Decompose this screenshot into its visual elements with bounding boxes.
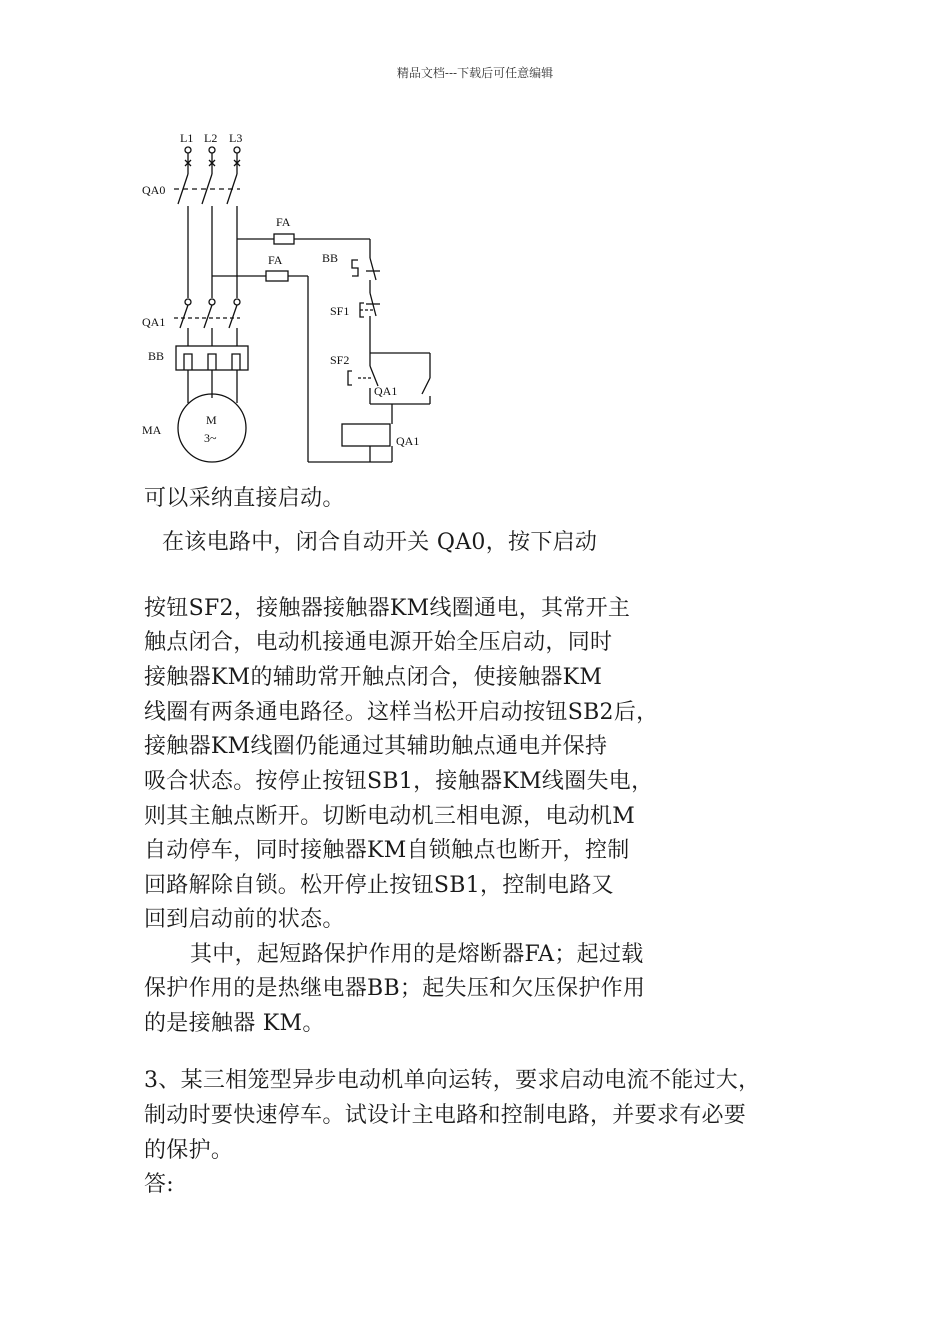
label-l2: L2 xyxy=(204,131,218,145)
label-motor-m: M xyxy=(206,413,217,427)
terminal-l1 xyxy=(185,147,191,153)
label-bb-left: BB xyxy=(148,349,165,363)
answer-label: 答: xyxy=(144,1172,175,1197)
label-bb-right: BB xyxy=(322,251,339,265)
circuit-diagram-svg xyxy=(140,128,440,468)
label-fa-top: FA xyxy=(276,215,291,229)
paragraph-line: 在该电路中，闭合自动开关 QA0，按下启动 xyxy=(162,530,598,555)
paragraph-line: 吸合状态。按停止按钮SB1，接触器KM线圈失电， xyxy=(144,769,654,794)
paragraph-line: 自动停车，同时接触器KM自锁触点也断开，控制 xyxy=(144,838,630,863)
fuse-fa-top xyxy=(274,234,294,244)
bb-thermal-symbol xyxy=(352,260,358,276)
paragraph-line: 其中，起短路保护作用的是熔断器FA；起过载 xyxy=(190,942,644,967)
question-line: 的保护。 xyxy=(144,1138,234,1163)
bb-thermal-relay xyxy=(176,346,248,370)
label-motor-3phase: 3~ xyxy=(204,431,217,445)
question-line: 制动时要快速停车。试设计主电路和控制电路，并要求有必要 xyxy=(144,1103,747,1128)
label-ma: MA xyxy=(142,423,162,437)
label-qa1-coil: QA1 xyxy=(396,434,420,448)
motor-ma xyxy=(178,394,246,462)
paragraph-line: 触点闭合，电动机接通电源开始全压启动，同时 xyxy=(144,630,613,655)
terminal-l3 xyxy=(234,147,240,153)
page-header: 精品文档---下载后可任意编辑 xyxy=(396,66,554,80)
label-qa0: QA0 xyxy=(142,183,166,197)
paragraph-line: 可以采纳直接启动。 xyxy=(144,486,345,511)
paragraph-line: 则其主触点断开。切断电动机三相电源，电动机M xyxy=(144,804,636,829)
qa1-coil xyxy=(342,424,390,446)
label-sf1: SF1 xyxy=(330,304,350,318)
fuse-fa-bottom xyxy=(266,271,288,281)
paragraph-line: 按钮SF2，接触器接触器KM线圈通电，其常开主 xyxy=(144,596,631,621)
question-line: 3、某三相笼型异步电动机单向运转，要求启动电流不能过大， xyxy=(144,1068,761,1093)
label-qa1-contact: QA1 xyxy=(374,384,398,398)
label-l3: L3 xyxy=(229,131,243,145)
label-qa1-main: QA1 xyxy=(142,315,166,329)
label-sf2: SF2 xyxy=(330,353,350,367)
paragraph-line: 回到启动前的状态。 xyxy=(144,907,345,932)
paragraph-line: 接触器KM的辅助常开触点闭合，使接触器KM xyxy=(144,665,603,690)
label-l1: L1 xyxy=(180,131,194,145)
circuit-diagram xyxy=(140,128,440,468)
paragraph-line: 接触器KM线圈仍能通过其辅助触点通电并保持 xyxy=(144,734,608,759)
terminal-l2 xyxy=(209,147,215,153)
paragraph-line: 回路解除自锁。松开停止按钮SB1，控制电路又 xyxy=(144,873,614,898)
paragraph-line: 保护作用的是热继电器BB；起失压和欠压保护作用 xyxy=(144,976,646,1001)
paragraph-line: 线圈有两条通电路径。这样当松开启动按钮SB2后， xyxy=(144,700,659,725)
label-fa-bottom: FA xyxy=(268,253,283,267)
paragraph-line: 的是接触器 KM。 xyxy=(144,1011,325,1036)
